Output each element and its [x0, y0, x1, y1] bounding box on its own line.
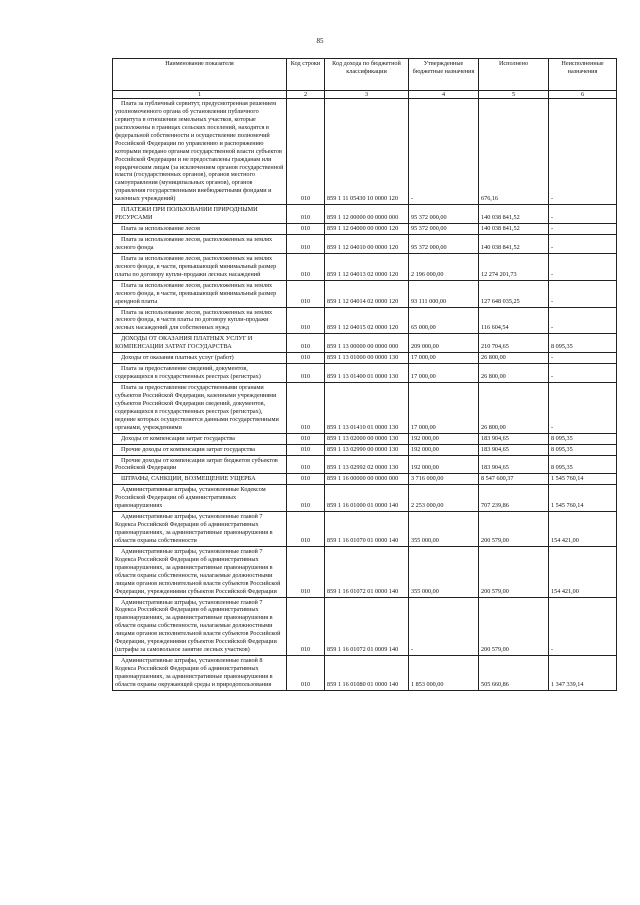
row-indicator-name: Плата за предоставление сведений, документов, содержащихся в государственных реестрах (регистрах) [113, 364, 287, 383]
table-row [113, 546, 617, 597]
table-row [113, 224, 617, 235]
row-approved: 355 000,00 [409, 546, 479, 597]
row-approved: 192 000,00 [409, 433, 479, 444]
row-executed: 183 904,65 [479, 455, 549, 474]
row-unexecuted: - [549, 205, 617, 224]
header-approved: Утвержденные бюджетные назначения [409, 59, 479, 91]
row-indicator-name: Плата за использование лесов [113, 224, 287, 235]
row-executed: 707 239,86 [479, 485, 549, 512]
row-executed: 12 274 201,73 [479, 253, 549, 280]
row-budget-code: 859 1 13 01400 01 0000 130 [325, 364, 409, 383]
row-unexecuted: - [549, 280, 617, 307]
row-indicator-name: Доходы от компенсации затрат государства [113, 433, 287, 444]
row-unexecuted: 8 095,35 [549, 444, 617, 455]
row-unexecuted: 1 545 760,14 [549, 474, 617, 485]
row-approved: 2 196 000,00 [409, 253, 479, 280]
row-approved: 1 853 000,00 [409, 656, 479, 691]
row-budget-code: 859 1 12 04013 02 0000 120 [325, 253, 409, 280]
row-budget-code: 859 1 16 00000 00 0000 000 [325, 474, 409, 485]
row-line-code: 010 [287, 383, 325, 434]
row-executed: 505 660,86 [479, 656, 549, 691]
row-approved: 95 372 000,00 [409, 205, 479, 224]
row-approved: 17 000,00 [409, 383, 479, 434]
column-number: 1 [113, 91, 287, 99]
row-executed: 140 038 841,52 [479, 205, 549, 224]
row-approved: 3 716 000,00 [409, 474, 479, 485]
row-executed: 200 579,00 [479, 546, 549, 597]
row-executed: 26 800,00 [479, 353, 549, 364]
row-indicator-name: ШТРАФЫ, САНКЦИИ, ВОЗМЕЩЕНИЕ УЩЕРБА [113, 474, 287, 485]
table-row [113, 656, 617, 691]
row-indicator-name: Прочие доходы от компенсации затрат государства [113, 444, 287, 455]
row-indicator-name: Плата за использование лесов, расположенных на землях лесного фонда [113, 235, 287, 254]
row-unexecuted: - [549, 597, 617, 656]
row-unexecuted: 154 421,00 [549, 512, 617, 547]
row-indicator-name: Доходы от оказания платных услуг (работ) [113, 353, 287, 364]
row-indicator-name: ДОХОДЫ ОТ ОКАЗАНИЯ ПЛАТНЫХ УСЛУГ И КОМПЕНСАЦИИ ЗАТРАТ ГОСУДАРСТВА [113, 334, 287, 353]
row-approved: - [409, 99, 479, 205]
row-executed: 183 904,65 [479, 433, 549, 444]
row-executed: 676,16 [479, 99, 549, 205]
row-executed: 116 604,54 [479, 307, 549, 334]
row-approved: 17 000,00 [409, 353, 479, 364]
row-line-code: 010 [287, 307, 325, 334]
row-indicator-name: Административные штрафы, установленные главой 7 Кодекса Российской Федерации об административных правонарушениях, за административные правонарушения в области охраны собственности [113, 512, 287, 547]
row-unexecuted: 1 347 339,14 [549, 656, 617, 691]
column-number: 2 [287, 91, 325, 99]
header-indicator-name: Наименование показателя [113, 59, 287, 91]
page-number: 85 [316, 37, 324, 45]
row-indicator-name: Прочие доходы от компенсации затрат бюджетов субъектов Российской Федерации [113, 455, 287, 474]
header-executed: Исполнено [479, 59, 549, 91]
row-indicator-name: Плата за использование лесов, расположенных на землях лесного фонда, в части, превышающей минимальный размер платы по договору купли-продажи лесных насаждений [113, 253, 287, 280]
row-unexecuted: - [549, 99, 617, 205]
row-executed: 140 038 841,52 [479, 235, 549, 254]
row-executed: 200 579,00 [479, 597, 549, 656]
row-budget-code: 859 1 16 01070 01 0000 140 [325, 512, 409, 547]
header-line-code: Код строки [287, 59, 325, 91]
row-line-code: 010 [287, 512, 325, 547]
table-row [113, 353, 617, 364]
row-line-code: 010 [287, 455, 325, 474]
row-budget-code: 859 1 12 04000 00 0000 120 [325, 224, 409, 235]
table-row [113, 455, 617, 474]
row-unexecuted: - [549, 364, 617, 383]
header-unexecuted: Неисполненные назначения [549, 59, 617, 91]
row-unexecuted: - [549, 253, 617, 280]
table-row [113, 597, 617, 656]
table-row [113, 99, 617, 205]
row-approved: 192 000,00 [409, 444, 479, 455]
row-approved: 2 253 000,00 [409, 485, 479, 512]
row-line-code: 010 [287, 353, 325, 364]
row-executed: 8 547 600,37 [479, 474, 549, 485]
row-indicator-name: Плата за публичный сервитут, предусмотренная решением уполномоченного органа об установлении публичного сервитута в отношении земельных участков, которые расположены в границах сельских поселений, находятся в федеральной собственности и осуществление полномочий Российской Федерации по управлению и распоряжению которыми передано органам государственной власти субъектов Российской Федерации и не предоставлены гражданам или юридическим лицам (за исключением органов государственной власти (государственных органов), органов местного самоуправления (муниципальных органов), органов управления государственными внебюджетными фондами и казенных учреждений) [113, 99, 287, 205]
row-unexecuted: 8 095,35 [549, 455, 617, 474]
header-budget-code: Код дохода по бюджетной классификации [325, 59, 409, 91]
row-budget-code: 859 1 13 02000 00 0000 130 [325, 433, 409, 444]
row-indicator-name: Административные штрафы, установленные Кодексом Российской Федерации об административных правонарушениях [113, 485, 287, 512]
row-executed: 26 800,00 [479, 364, 549, 383]
row-indicator-name: ПЛАТЕЖИ ПРИ ПОЛЬЗОВАНИИ ПРИРОДНЫМИ РЕСУРСАМИ [113, 205, 287, 224]
row-budget-code: 859 1 12 00000 00 0000 000 [325, 205, 409, 224]
row-line-code: 010 [287, 656, 325, 691]
row-budget-code: 859 1 13 01000 00 0000 130 [325, 353, 409, 364]
row-executed: 127 648 035,25 [479, 280, 549, 307]
row-approved: 95 372 000,00 [409, 235, 479, 254]
table-row [113, 474, 617, 485]
row-budget-code: 859 1 13 02992 02 0000 130 [325, 455, 409, 474]
row-line-code: 010 [287, 205, 325, 224]
row-line-code: 010 [287, 235, 325, 254]
row-budget-code: 859 1 16 01072 01 0000 140 [325, 546, 409, 597]
row-executed: 26 800,00 [479, 383, 549, 434]
row-line-code: 010 [287, 485, 325, 512]
row-line-code: 010 [287, 433, 325, 444]
row-indicator-name: Административные штрафы, установленные главой 7 Кодекса Российской Федерации об административных правонарушениях, за административные правонарушения в области охраны собственности, налагаемые должностными лицами органов исполнительной власти субъектов Российской Федерации, учреждениями субъектов Российской Федерации (штрафы за самовольное занятие лесных участков) [113, 597, 287, 656]
row-approved: 65 000,00 [409, 307, 479, 334]
table-row [113, 334, 617, 353]
row-budget-code: 859 1 13 00000 00 0000 000 [325, 334, 409, 353]
row-approved: 192 000,00 [409, 455, 479, 474]
row-unexecuted: - [549, 224, 617, 235]
table-header-row [113, 59, 617, 91]
table-row [113, 253, 617, 280]
row-budget-code: 859 1 16 01072 01 0009 140 [325, 597, 409, 656]
row-line-code: 010 [287, 280, 325, 307]
row-indicator-name: Плата за использование лесов, расположенных на землях лесного фонда, в части, превышающей минимальный размер арендной платы [113, 280, 287, 307]
row-budget-code: 859 1 12 04010 00 0000 120 [325, 235, 409, 254]
table-row [113, 307, 617, 334]
row-line-code: 010 [287, 444, 325, 455]
row-budget-code: 859 1 11 05430 10 0000 120 [325, 99, 409, 205]
row-budget-code: 859 1 12 04014 02 0000 120 [325, 280, 409, 307]
row-executed: 140 038 841,52 [479, 224, 549, 235]
table-row [113, 383, 617, 434]
table-row [113, 364, 617, 383]
row-indicator-name: Плата за предоставление государственными органами субъектов Российской Федерации, казенными учреждениями субъектов Российской Федерации сведений, документов, содержащихся в государственных реестрах (регистрах), ведение которых осуществляется данными государственными органами, учреждениями [113, 383, 287, 434]
table-row [113, 280, 617, 307]
column-number-row [113, 91, 617, 99]
row-unexecuted: 8 095,35 [549, 433, 617, 444]
row-approved: 95 372 000,00 [409, 224, 479, 235]
row-unexecuted: - [549, 353, 617, 364]
table-row [113, 235, 617, 254]
table-row [113, 205, 617, 224]
row-executed: 183 904,65 [479, 444, 549, 455]
row-approved: 355 000,00 [409, 512, 479, 547]
row-indicator-name: Административные штрафы, установленные главой 8 Кодекса Российской Федерации об административных правонарушениях, за административные правонарушения в области охраны окружающей среды и природопользования [113, 656, 287, 691]
row-budget-code: 859 1 16 01000 01 0000 140 [325, 485, 409, 512]
row-approved: 93 111 000,00 [409, 280, 479, 307]
row-indicator-name: Административные штрафы, установленные главой 7 Кодекса Российской Федерации об административных правонарушениях, за административные правонарушения в области охраны собственности, налагаемые должностными лицами органов исполнительной власти субъектов Российской Федерации, учреждениями субъектов Российской Федерации [113, 546, 287, 597]
row-unexecuted: - [549, 383, 617, 434]
row-unexecuted: 8 095,35 [549, 334, 617, 353]
row-approved: 17 000,00 [409, 364, 479, 383]
row-budget-code: 859 1 13 01410 01 0000 130 [325, 383, 409, 434]
row-unexecuted: - [549, 307, 617, 334]
row-line-code: 010 [287, 253, 325, 280]
budget-execution-table [112, 58, 617, 691]
column-number: 6 [549, 91, 617, 99]
row-line-code: 010 [287, 474, 325, 485]
column-number: 4 [409, 91, 479, 99]
row-budget-code: 859 1 16 01080 01 0000 140 [325, 656, 409, 691]
row-budget-code: 859 1 12 04015 02 0000 120 [325, 307, 409, 334]
row-line-code: 010 [287, 364, 325, 383]
row-approved: - [409, 597, 479, 656]
row-executed: 210 704,65 [479, 334, 549, 353]
row-executed: 200 579,00 [479, 512, 549, 547]
row-line-code: 010 [287, 224, 325, 235]
table-row [113, 444, 617, 455]
row-line-code: 010 [287, 99, 325, 205]
row-approved: 209 000,00 [409, 334, 479, 353]
table-row [113, 485, 617, 512]
row-line-code: 010 [287, 597, 325, 656]
row-unexecuted: 1 545 760,14 [549, 485, 617, 512]
column-number: 3 [325, 91, 409, 99]
column-number: 5 [479, 91, 549, 99]
row-line-code: 010 [287, 546, 325, 597]
row-budget-code: 859 1 13 02990 00 0000 130 [325, 444, 409, 455]
row-line-code: 010 [287, 334, 325, 353]
table-row [113, 433, 617, 444]
row-indicator-name: Плата за использование лесов, расположенных на землях лесного фонда, в части платы по договору купли-продажи лесных насаждений для собственных нужд [113, 307, 287, 334]
row-unexecuted: - [549, 235, 617, 254]
table-row [113, 512, 617, 547]
row-unexecuted: 154 421,00 [549, 546, 617, 597]
